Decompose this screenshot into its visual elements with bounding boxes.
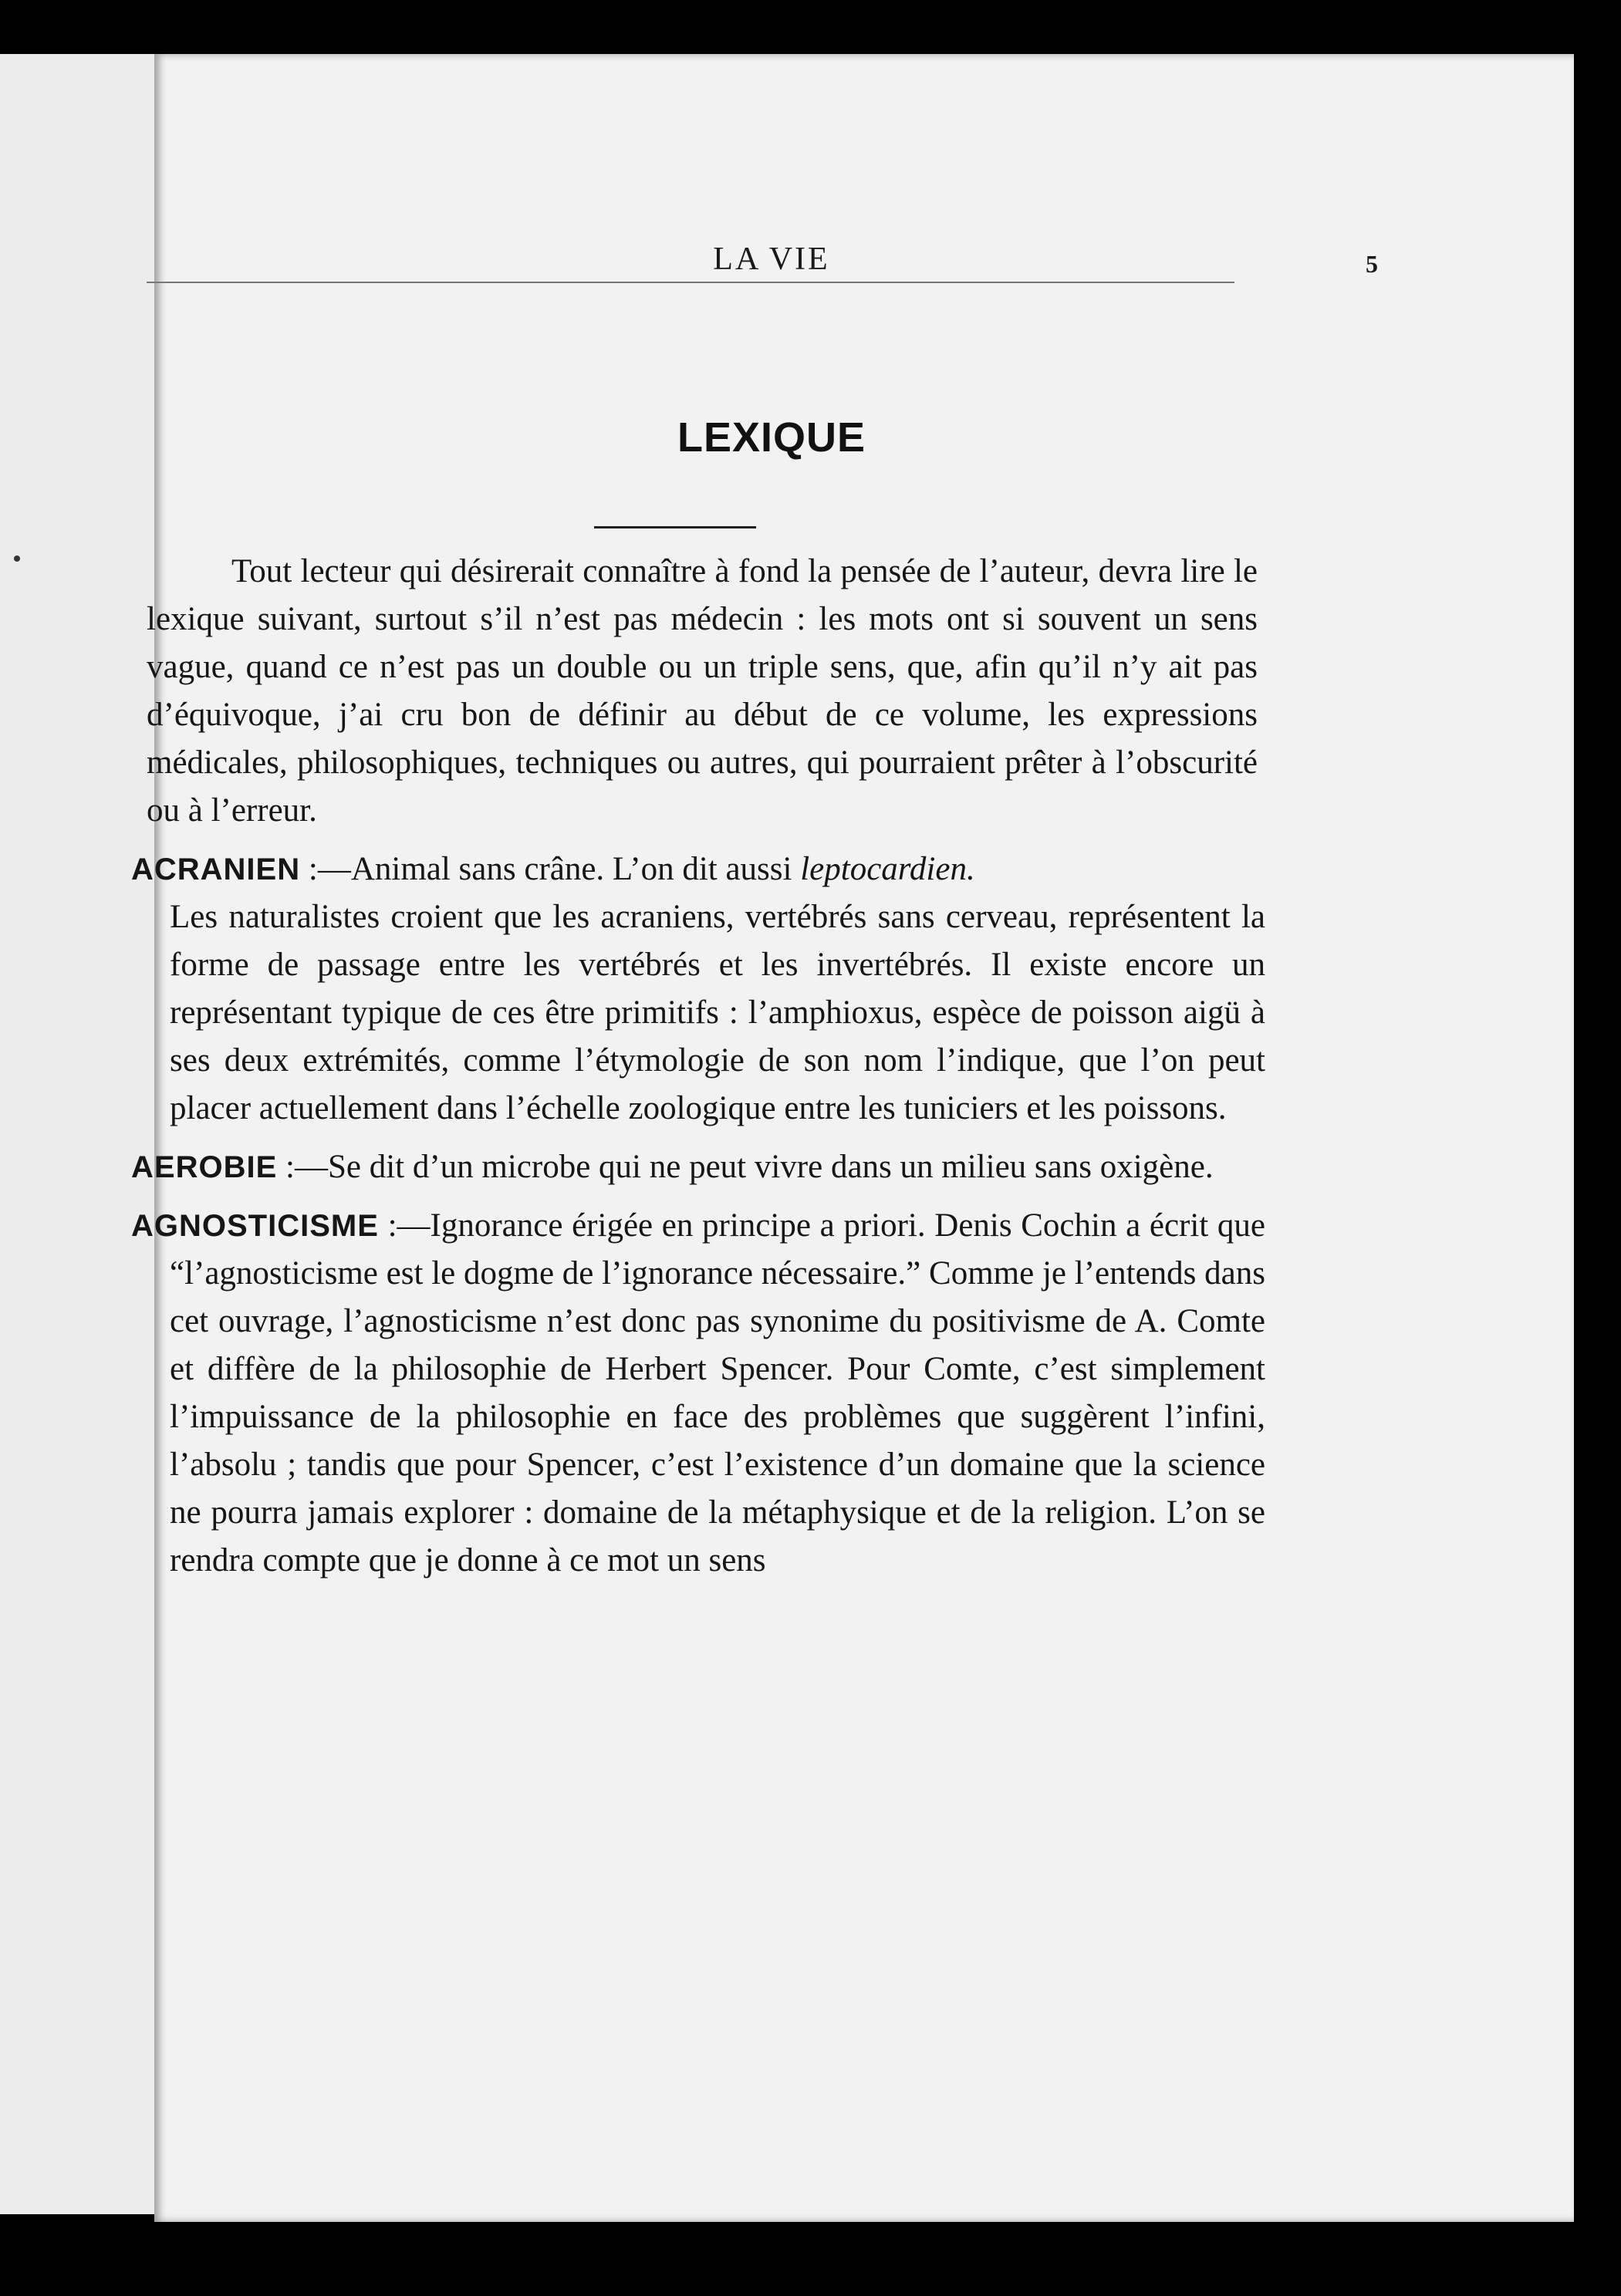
lexicon-entry-aerobie	[131, 1143, 1265, 1191]
title-rule	[594, 526, 756, 528]
entry-definition-italic: leptocardien.	[800, 851, 975, 887]
lexicon-entry-agnosticisme	[131, 1202, 1265, 1585]
entry-separator: :—	[277, 1149, 328, 1185]
lexicon-entry-acranien	[131, 846, 1265, 1133]
intro-paragraph: Tout lecteur qui désirerait connaître à fond la pensée de l’auteur, devra lire le lexique suivant, surtout s’il n’est pas médecin : les mots ont si souvent un sens vague, quand ce n’est pas un double ou un triple sens, que, afin qu’il n’y ait pas d’équivoque, j’ai cru bon de définir au début de ce volume, les expressions médicales, philosophiques, techniques ou autres, qui pourraient prêter à l’obscurité ou à l’erreur.	[147, 553, 1258, 829]
entry-continuation: Les naturalistes croient que les acraniens, vertébrés sans cerveau, représentent la forme de passage entre les vertébrés et les invertébrés. Il existe encore un représentant typique de ces être primitifs : l’amphioxus, espèce de poisson aigü à ses deux extrémités, comme l’étymologie de son nom l’indique, que l’on peut placer actuellement dans l’échelle zoologique entre les tuniciers et les poissons.	[170, 899, 1265, 1126]
entry-term: AEROBIE	[131, 1150, 278, 1184]
running-head: LA VIE	[713, 241, 830, 277]
page-number: 5	[1366, 250, 1378, 278]
page-title: LEXIQUE	[677, 414, 866, 461]
header-rule	[147, 282, 1234, 283]
entry-term: AGNOSTICISME	[131, 1209, 379, 1243]
entry-term: ACRANIEN	[131, 853, 301, 886]
entry-separator: :—	[300, 851, 351, 887]
entry-definition: Se dit d’un microbe qui ne peut vivre dans un milieu sans oxigène.	[327, 1149, 1214, 1185]
body-text	[131, 548, 1273, 1585]
speck	[14, 555, 20, 562]
entry-definition: Animal sans crâne. L’on dit aussi	[350, 851, 801, 887]
entry-separator: :—	[378, 1207, 431, 1244]
entry-definition: Ignorance érigée en principe a priori. Denis Cochin a écrit que “l’agnosticisme est le dogme de l’ignorance nécessaire.” Comme je l’entends dans cet ouvrage, l’agnosticisme n’est donc pas synonime du positivisme de A. Comte et diffère de la philosophie de Herbert Spencer. Pour Comte, c’est simplement l’impuissance de la philosophie en face des problèmes que suggèrent l’infini, l’absolu ; tandis que pour Spencer, c’est l’existence d’un domaine que la science ne pourra jamais explorer : domaine de la métaphysique et de la religion. L’on se rendra compte que je donne à ce mot un sens	[170, 1207, 1266, 1578]
